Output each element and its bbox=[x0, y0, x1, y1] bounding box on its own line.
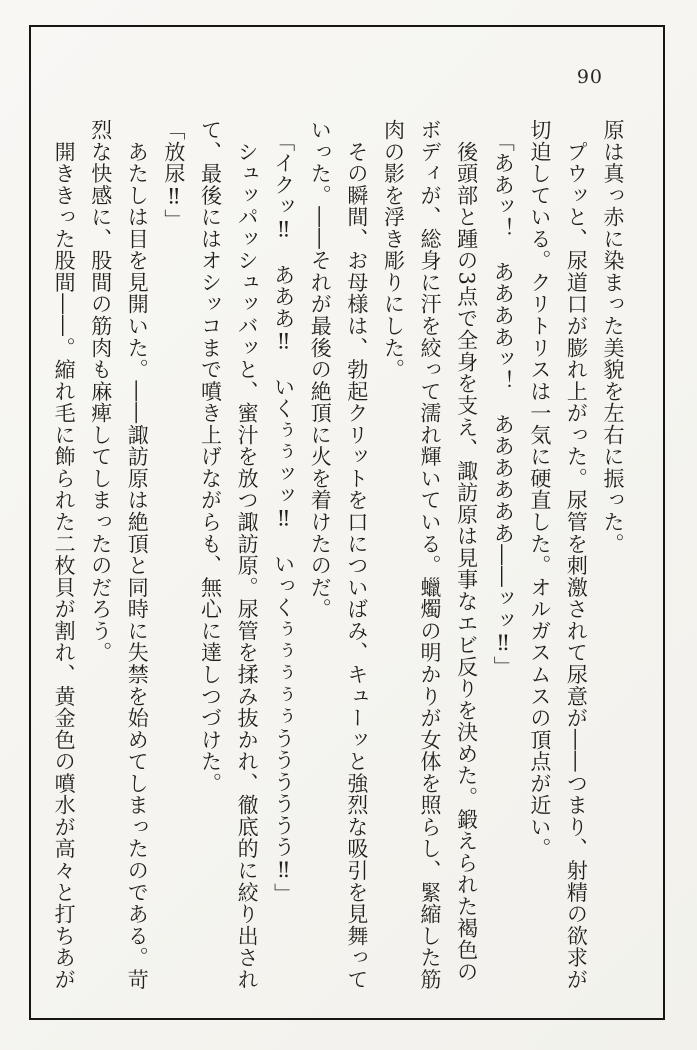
text-line: 「放尿‼」 bbox=[161, 119, 186, 231]
text-line: 原は真っ赤に染まった美貌を左右に振った。 bbox=[601, 119, 625, 555]
text-line: いった。――それが最後の絶頂に火を着けたのだ。 bbox=[308, 119, 333, 620]
text-line: その瞬間、お母様は、勃起クリットを口についばみ、キューッと強烈な吸引を見舞って bbox=[344, 119, 369, 991]
text-line: あたしは目を見開いた。――諏訪原は絶頂と同時に失禁を始めてしまったのである。苛 bbox=[125, 119, 150, 991]
text-line: シュッパッシュッバッと、蜜汁を放つ諏訪原。尿管を揉み抜かれ、徹底的に絞り出され bbox=[235, 119, 260, 991]
text-line: 「ああッ！ ああああッ！ ああああああ――ッッ‼」 bbox=[491, 119, 516, 678]
text-line: 開ききった股間――。縮れ毛に飾られた二枚貝が割れ、黄金色の噴水が高々と打ちあが bbox=[52, 119, 77, 991]
text-line: 肉の影を浮き彫りにした。 bbox=[381, 119, 406, 381]
text-line: て、最後にはオシッコまで噴き上げながらも、無心に達しつづけた。 bbox=[198, 119, 223, 795]
text-line: ボディが、総身に汗を絞って濡れ輝いている。蠟燭の明かりが女体を照らし、緊縮した筋 bbox=[418, 119, 443, 991]
text-line: 切迫している。クリトリスは一気に硬直した。オルガスムスの頂点が近い。 bbox=[527, 119, 552, 860]
text-line: 烈な快感に、股間の筋肉も麻痺してしまったのだろう。 bbox=[88, 119, 113, 664]
text-line: プウッと、尿道口が膨れ上がった。尿管を刺激されて尿意が――つまり、射精の欲求が bbox=[564, 119, 589, 991]
text-line: 後頭部と踵の3点で全身を支え、諏訪原は見事なエビ反りを決めた。鍛えられた褐色の bbox=[454, 119, 479, 983]
text-line: 「イクッ‼ あああ‼ いくぅぅッッ‼ いっくぅぅぅぅぅうううううう‼」 bbox=[271, 119, 296, 905]
body-text bbox=[46, 119, 632, 993]
page-number: 90 bbox=[576, 66, 603, 88]
